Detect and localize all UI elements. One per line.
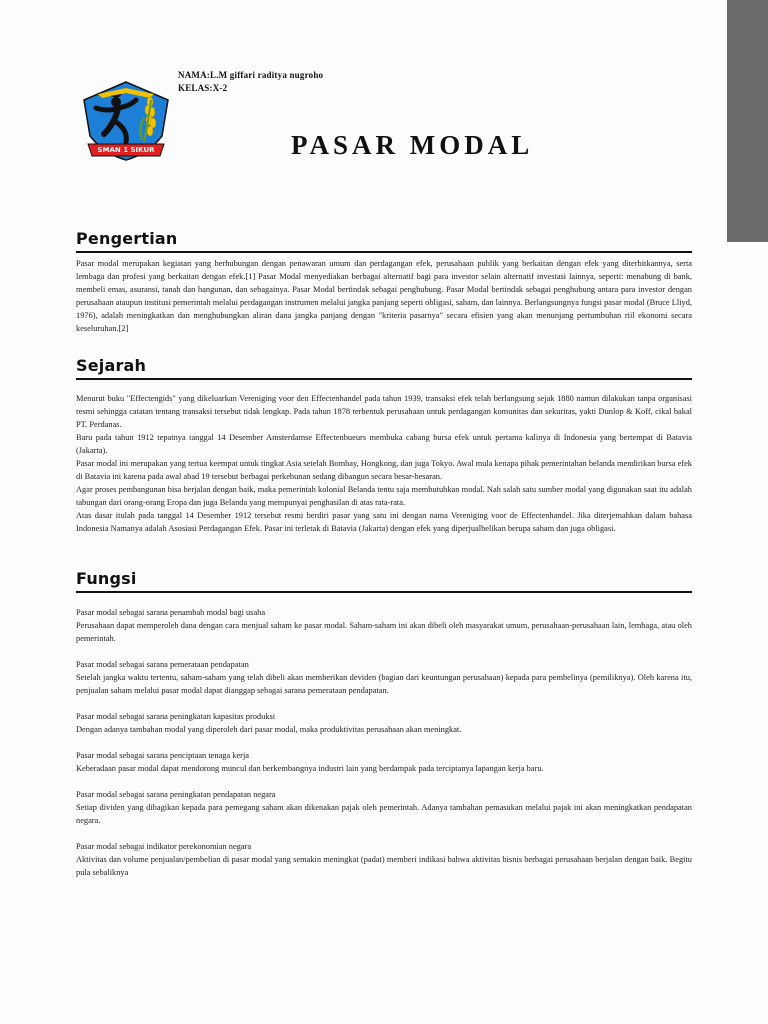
scrollbar[interactable] bbox=[727, 0, 768, 242]
list-item bbox=[76, 788, 692, 827]
list-item bbox=[76, 658, 692, 697]
section-body bbox=[76, 392, 692, 535]
list-item bbox=[76, 749, 692, 775]
section-heading: Fungsi bbox=[76, 569, 692, 593]
fungsi-text: Aktivitas dan volume penjualan/pembelian di pasar modal yang semakin meningkat (padat) memberi indikasi bahwa aktivitas bisnis berbagai perusahaan berjalan dengan baik. Begitu pula sebaliknya bbox=[76, 855, 692, 877]
section-heading: Pengertian bbox=[76, 229, 692, 253]
section-fungsi bbox=[76, 569, 692, 892]
document-title: PASAR MODAL bbox=[291, 130, 534, 160]
paragraph: Agar proses pembangunan bisa berjalan dengan baik, maka pemerintah kolonial Belanda tentu saja membutuhkan modal. Nah salah satu sumber modal yang digunakan saat itu adalah tabungan dari orang-orang Eropa dan juga Belanda yang mempunyai penghasilan di atas rata-rata. bbox=[76, 485, 692, 507]
section-heading: Sejarah bbox=[76, 356, 692, 380]
paragraph: Menurut buku "Effectengids" yang dikeluarkan Vereniging voor den Effectenhandel pada tahun 1939, transaksi efek telah berlangsung sejak 1880 namun dilakukan tanpa organisasi resmi sehingga catatan tentang transaksi tersebut tidak lengkap. Pada tahun 1878 terbentuk perusahaan untuk perdagangan komunitas dan sekuritas, yakti Dunlop & Koff, cikal bakal PT. Perdanas. bbox=[76, 394, 692, 429]
fungsi-title: Pasar modal sebagai sarana peningkatan kapasitas produksi bbox=[76, 712, 276, 721]
fungsi-text: Perusahaan dapat memperoleh dana dengan cara menjual saham ke pasar modal. Saham-saham ini akan dibeli oleh masyarakat umum, perusahaan-perusahaan lain, lembaga, atau oleh pemerintah. bbox=[76, 621, 692, 643]
paragraph: Atas dasar itulah pada tanggal 14 Desember 1912 tersebut resmi berdiri pasar yang satu ini dengan nama Vereniging voor de Effectenhandel. Jika diterjemahkan dalam bahasa Indonesia Namanya adalah Asosiasi Perdagangan Efek. Pasar ini terletak di Batavia (Jakarta) dengan efek yang diperjualbelikan berupa saham dan juga obligasi. bbox=[76, 511, 692, 533]
student-name: NAMA:L.M giffari raditya nugroho bbox=[178, 70, 324, 80]
section-body bbox=[76, 606, 692, 879]
paragraph: Pasar modal merupakan kegiatan yang berhubungan dengan penawaran umum dan perdagangan efek, perusahaan publik yang berkaitan dengan efek yang diterbitkannya, serta lembaga dan profesi yang berkaitan dengan efek.[1] Pasar Modal menyediakan berbagai alternatif bagi para investor selain alternatif investasi lainnya, seperti: menabung di bank, membeli emas, asuransi, tanah dan bangunan, dan sebagainya. Pasar Modal bertindak sebagai penghubung. Pasar Modal bertindak sebagai penghubung antara para investor dengan perusahaan ataupun institusi pemerintah melalui perdagangan instrumen melalui jangka panjang seperti obligasi, saham, dan lainnya. Berlangsungnya fungsi pasar modal (Bruce Lliyd, 1976), adalah meningkatkan dan menghubungkan aliran dana jangka panjang dengan "kriteria pasarnya" secara efisien yang akan menunjang pertumbuhan riil ekonomi secara keseluruhan.[2] bbox=[76, 259, 692, 333]
list-item bbox=[76, 840, 692, 879]
fungsi-title: Pasar modal sebagai sarana penciptaan tenaga kerja bbox=[76, 751, 250, 760]
fungsi-title: Pasar modal sebagai sarana pemerataan pendapatan bbox=[76, 660, 249, 669]
list-item bbox=[76, 710, 692, 736]
section-sejarah bbox=[76, 356, 692, 535]
paragraph: Pasar modal ini merupakan yang tertua keempat untuk tingkat Asia setelah Bombay, Hongkong, dan juga Tokyo. Awal mula kenapa pihak pemerintahan belanda mendirikan bursa efek di Batavia ini karena pada awal abad 19 tersebut berbagai perkebunan sedang dibangun secara besar-besaran. bbox=[76, 459, 692, 481]
student-info bbox=[178, 69, 323, 95]
logo-banner-text: SMAN 1 SIKUR bbox=[97, 146, 155, 154]
fungsi-title: Pasar modal sebagai sarana peningkatan pendapatan negara bbox=[76, 790, 276, 799]
fungsi-title: Pasar modal sebagai sarana penambah modal bagi usaha bbox=[76, 608, 266, 617]
section-body bbox=[76, 257, 692, 335]
fungsi-text: Dengan adanya tambahan modal yang diperoleh dari pasar modal, maka produktivitas perusahaan akan meningkat. bbox=[76, 725, 462, 734]
fungsi-text: Setelah jangka waktu tertentu, saham-saham yang telah dibeli akan memberikan deviden (bagian dari keuntungan perusahaan) kepada para pembelinya (pemiliknya). Oleh karena itu, penjualan saham melalui pasar modal dapat dianggap sebagai sarana pemerataan pendapatan. bbox=[76, 673, 692, 695]
paragraph: Baru pada tahun 1912 tepatnya tanggal 14 Desember Amsterdamse Effectenbueurs membuka cabang bursa efek untuk pertama kalinya di Indonesia yang bertempat di Batavia (Jakarta). bbox=[76, 433, 692, 455]
fungsi-title: Pasar modal sebagai indikator perekonomian negara bbox=[76, 842, 252, 851]
fungsi-text: Keberadaan pasar modal dapat mendorong muncul dan berkembangnya industri lain yang berdampak pada terciptanya lapangan kerja baru. bbox=[76, 764, 544, 773]
student-class: KELAS:X-2 bbox=[178, 83, 228, 93]
section-pengertian bbox=[76, 229, 692, 335]
fungsi-text: Setiap dividen yang dibagikan kepada para pemegang saham akan dikenakan pajak oleh pemerintah. Adanya tambahan pemasukan melalui pajak ini akan meningkatkan pendapatan negara. bbox=[76, 803, 692, 825]
list-item bbox=[76, 606, 692, 645]
